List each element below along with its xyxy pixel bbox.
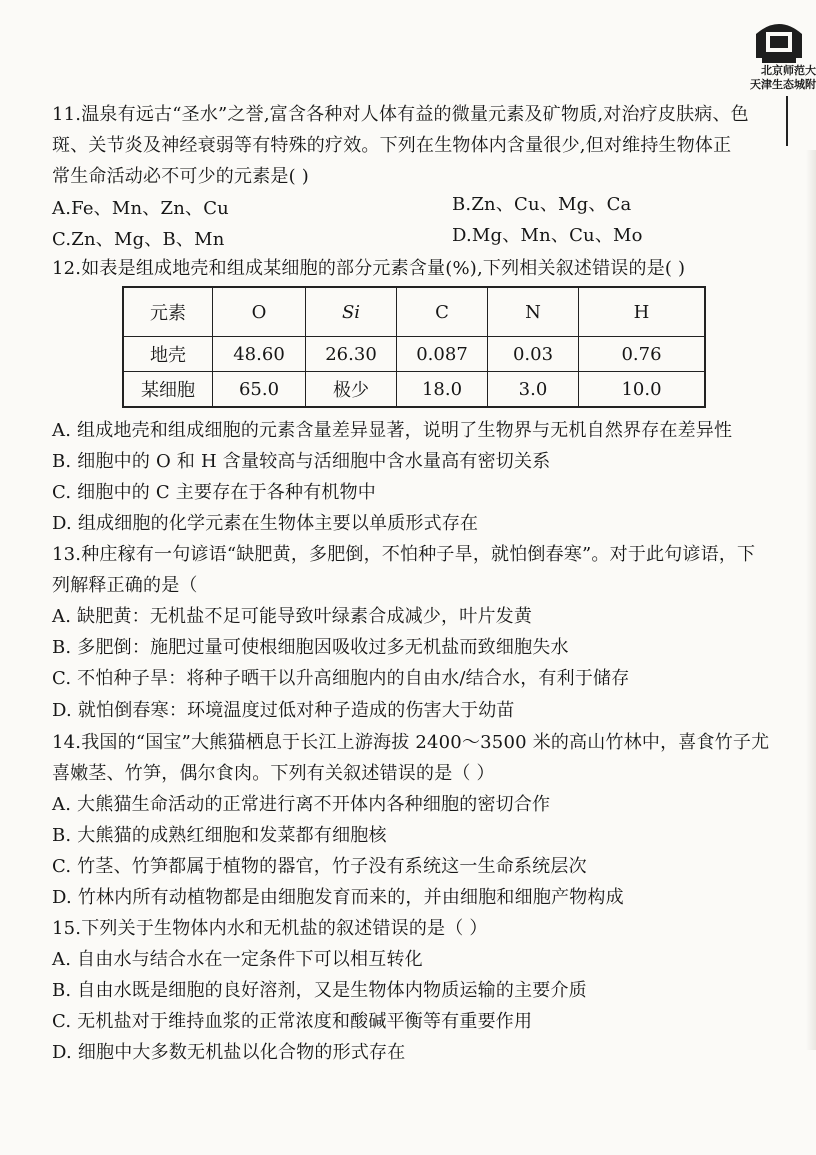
q13-stem-line-1: 13.种庄稼有一句谚语“缺肥黄，多肥倒，不怕种子旱，就怕倒春寒”。对于此句谚语，下 bbox=[52, 544, 756, 565]
q15-option-a: A. 自由水与结合水在一定条件下可以相互转化 bbox=[52, 949, 423, 970]
q14-option-b: B. 大熊猫的成熟红细胞和发菜都有细胞核 bbox=[52, 825, 387, 846]
q11-stem-line-2: 斑、关节炎及神经衰弱等有特殊的疗效。下列在生物体内含量很少,但对维持生物体正 bbox=[52, 135, 732, 156]
q11-option-a: A.Fe、Mn、Zn、Cu bbox=[52, 198, 229, 219]
stamp-line-2: 天津生态城附 bbox=[750, 78, 816, 91]
q12-option-b: B. 细胞中的 O 和 H 含量较高与活细胞中含水量高有密切关系 bbox=[52, 451, 551, 472]
table-cell: 48.60 bbox=[213, 337, 306, 372]
table-cell: 26.30 bbox=[306, 337, 397, 372]
table-cell: 地壳 bbox=[123, 337, 213, 372]
table-cell: 元素 bbox=[123, 287, 213, 337]
table-cell: 某细胞 bbox=[123, 372, 213, 408]
q15-stem: 15.下列关于生物体内水和无机盐的叙述错误的是（ ） bbox=[52, 918, 488, 939]
scan-edge-shadow bbox=[806, 150, 816, 1050]
stamp-text bbox=[722, 64, 816, 92]
q11-option-d: D.Mg、Mn、Cu、Mo bbox=[452, 225, 643, 246]
table-cell: N bbox=[488, 287, 579, 337]
element-content-table bbox=[122, 286, 706, 408]
q12-option-d: D. 组成细胞的化学元素在生物体主要以单质形式存在 bbox=[52, 513, 479, 534]
q11-option-b: B.Zn、Cu、Mg、Ca bbox=[452, 194, 632, 215]
q14-option-d: D. 竹林内所有动植物都是由细胞发育而来的，并由细胞和细胞产物构成 bbox=[52, 887, 624, 908]
q13-option-c: C. 不怕种子旱：将种子晒干以升高细胞内的自由水/结合水，有利于储存 bbox=[52, 668, 630, 689]
q15-option-d: D. 细胞中大多数无机盐以化合物的形式存在 bbox=[52, 1042, 406, 1063]
q13-option-b: B. 多肥倒：施肥过量可使根细胞因吸收过多无机盐而致细胞失水 bbox=[52, 637, 569, 658]
table-row bbox=[123, 372, 705, 408]
q12-stem: 12.如表是组成地壳和组成某细胞的部分元素含量(%),下列相关叙述错误的是( ) bbox=[52, 258, 686, 279]
school-seal-icon bbox=[748, 14, 810, 66]
q14-stem-line-1: 14.我国的“国宝”大熊猫栖息于长江上游海拔 2400～3500 米的高山竹林中，喜食竹子尤 bbox=[52, 732, 770, 753]
table-cell: O bbox=[213, 287, 306, 337]
q15-option-b: B. 自由水既是细胞的良好溶剂，又是生物体内物质运输的主要介质 bbox=[52, 980, 587, 1001]
table-header-row bbox=[123, 287, 705, 337]
q11-stem-line-3: 常生命活动必不可少的元素是( ) bbox=[52, 166, 309, 187]
table-cell: H bbox=[579, 287, 706, 337]
table-cell: 0.03 bbox=[488, 337, 579, 372]
table-cell: 0.087 bbox=[397, 337, 488, 372]
table-cell: 18.0 bbox=[397, 372, 488, 408]
table-cell: 65.0 bbox=[213, 372, 306, 408]
table-cell: 3.0 bbox=[488, 372, 579, 408]
q11-stem-line-1: 11.温泉有远古“圣水”之誉,富含各种对人体有益的微量元素及矿物质,对治疗皮肤病、色 bbox=[52, 104, 749, 125]
table-cell: 10.0 bbox=[579, 372, 706, 408]
table-row bbox=[123, 337, 705, 372]
q13-option-d: D. 就怕倒春寒：环境温度过低对种子造成的伤害大于幼苗 bbox=[52, 700, 515, 721]
table-cell: Si bbox=[306, 287, 397, 337]
table-cell: C bbox=[397, 287, 488, 337]
q14-option-a: A. 大熊猫生命活动的正常进行离不开体内各种细胞的密切合作 bbox=[52, 794, 551, 815]
q12-option-c: C. 细胞中的 C 主要存在于各种有机物中 bbox=[52, 482, 376, 503]
q13-option-a: A. 缺肥黄：无机盐不足可能导致叶绿素合成减少，叶片发黄 bbox=[52, 606, 533, 627]
q12-option-a: A. 组成地壳和组成细胞的元素含量差异显著，说明了生物界与无机自然界存在差异性 bbox=[52, 420, 733, 441]
q14-stem-line-2: 喜嫩茎、竹笋，偶尔食肉。下列有关叙述错误的是（ ） bbox=[52, 763, 495, 784]
q15-option-c: C. 无机盐对于维持血浆的正常浓度和酸碱平衡等有重要作用 bbox=[52, 1011, 533, 1032]
margin-line bbox=[786, 96, 788, 146]
q14-option-c: C. 竹茎、竹笋都属于植物的器官，竹子没有系统这一生命系统层次 bbox=[52, 856, 587, 877]
stamp-line-1: 北京师范大 bbox=[761, 64, 816, 77]
table-cell: 极少 bbox=[306, 372, 397, 408]
q13-stem-line-2: 列解释正确的是（ bbox=[52, 575, 198, 596]
q11-option-c: C.Zn、Mg、B、Mn bbox=[52, 229, 225, 250]
table-cell: 0.76 bbox=[579, 337, 706, 372]
